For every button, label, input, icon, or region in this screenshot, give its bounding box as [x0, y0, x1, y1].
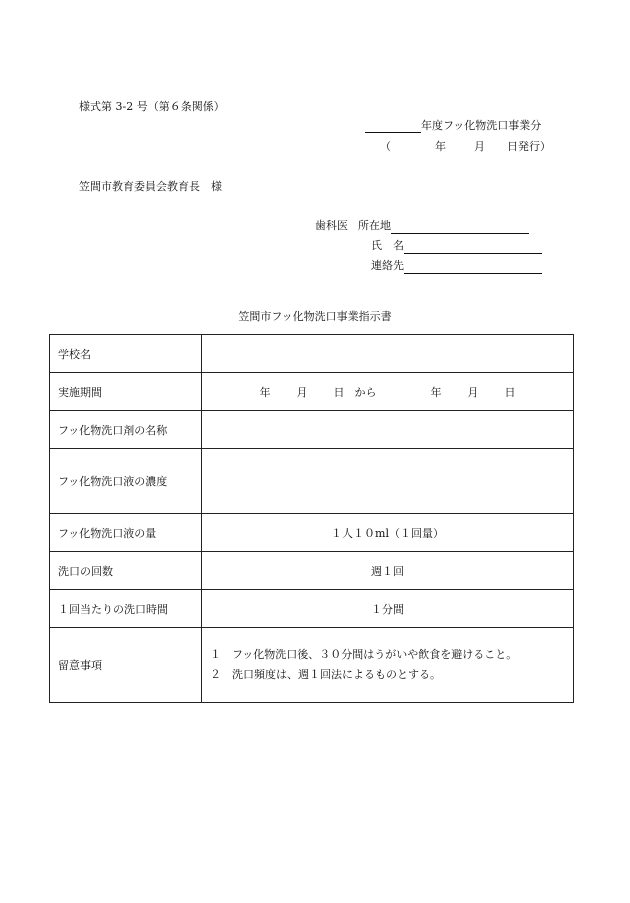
name-label: 氏 名 [371, 239, 404, 252]
note-item-1: １ フッ化物洗口後、３０分間はうがいや飲食を避けること。 [210, 648, 518, 661]
dentist-role: 歯科医 [315, 219, 348, 232]
period-year2: 年 [430, 385, 442, 399]
table-row [50, 449, 574, 514]
issue-day-label: 日発行） [507, 140, 551, 153]
contact-field[interactable] [404, 259, 542, 274]
label-school-name: 学校名 [50, 335, 202, 373]
table-row [50, 335, 574, 373]
issue-open-paren: （ [380, 140, 391, 153]
period-day1: 日 [333, 385, 345, 399]
label-frequency: 洗口の回数 [50, 552, 202, 590]
note-item-2: ２ 洗口頻度は、週１回法によるものとする。 [210, 668, 441, 681]
value-duration: １分間 [202, 590, 574, 628]
table-row [50, 552, 574, 590]
form-number: 様式第 3-2 号（第６条関係） [79, 100, 225, 113]
instruction-table [49, 334, 574, 703]
value-amount: １人１０ml（１回量） [202, 514, 574, 552]
issue-date [380, 138, 551, 154]
value-agent-name[interactable] [202, 411, 574, 449]
period-day2: 日 [504, 385, 516, 399]
label-duration: １回当たりの洗口時間 [50, 590, 202, 628]
period-month1: 月 [296, 385, 308, 399]
dentist-info [315, 218, 542, 278]
value-school-name[interactable] [202, 335, 574, 373]
name-field[interactable] [404, 239, 542, 254]
period-year1: 年 [259, 385, 271, 399]
label-period: 実施期間 [50, 373, 202, 411]
fiscal-year-blank[interactable] [365, 119, 421, 133]
label-amount: フッ化物洗口液の量 [50, 514, 202, 552]
table-row [50, 411, 574, 449]
contact-label: 連絡先 [371, 259, 404, 272]
issue-year-label: 年 [435, 140, 446, 153]
addressee: 笠間市教育委員会教育長 様 [79, 180, 222, 193]
fiscal-year-title: 年度フッ化物洗口事業分 [421, 119, 542, 132]
period-from: から [354, 385, 377, 399]
table-row [50, 628, 574, 703]
table-row [50, 514, 574, 552]
address-label: 所在地 [358, 219, 391, 232]
value-period[interactable] [202, 373, 574, 411]
table-row [50, 590, 574, 628]
period-month2: 月 [467, 385, 479, 399]
label-concentration: フッ化物洗口液の濃度 [50, 449, 202, 514]
value-concentration[interactable] [202, 449, 574, 514]
value-notes [202, 628, 574, 703]
label-agent-name: フッ化物洗口剤の名称 [50, 411, 202, 449]
document-title: 笠間市フッ化物洗口事業指示書 [238, 310, 392, 323]
label-notes: 留意事項 [50, 628, 202, 703]
value-frequency: 週１回 [202, 552, 574, 590]
fiscal-year-line [365, 117, 541, 133]
address-field[interactable] [391, 219, 529, 234]
table-row [50, 373, 574, 411]
issue-month-label: 月 [474, 140, 485, 153]
